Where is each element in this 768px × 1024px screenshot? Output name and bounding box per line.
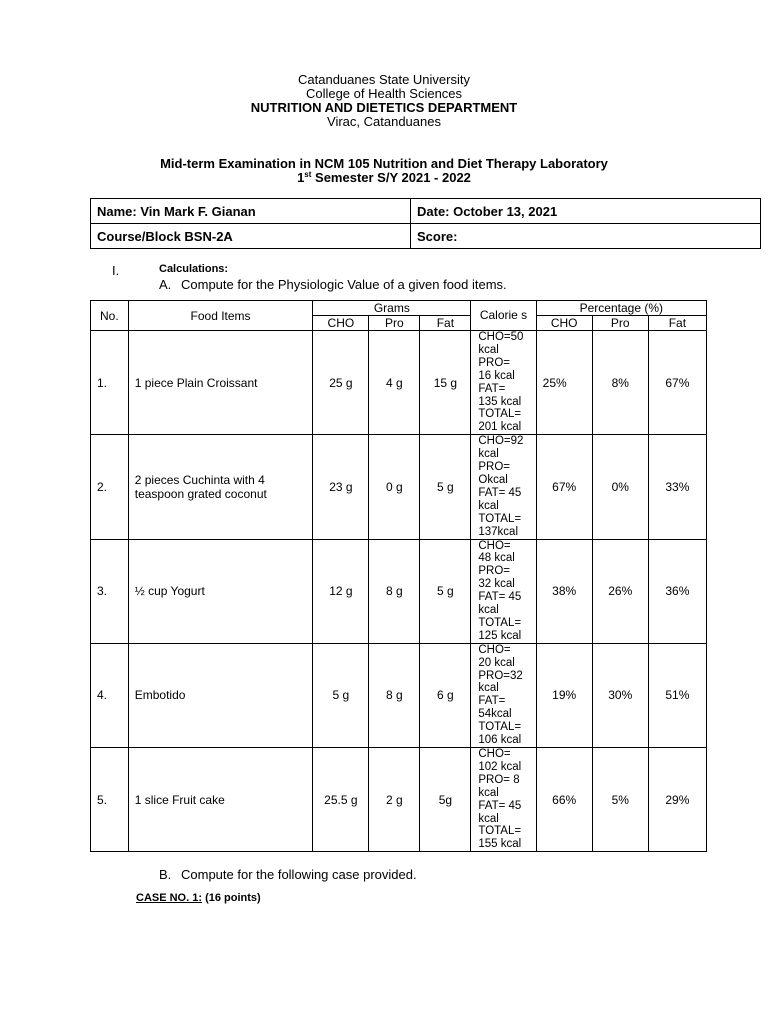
calories-line: 155 kcal bbox=[478, 838, 522, 851]
grams-cho: 12 g bbox=[313, 539, 369, 643]
pct-cho: 19% bbox=[536, 643, 592, 747]
header-grams-cho: CHO bbox=[313, 316, 369, 331]
grams-cho: 25 g bbox=[313, 331, 369, 435]
header-no: No. bbox=[91, 301, 129, 331]
calories-line: 54kcal bbox=[478, 708, 512, 721]
calories-line: TOTAL= bbox=[478, 721, 522, 734]
calories-line: TOTAL= bbox=[478, 616, 522, 629]
calories-line: 102 kcal bbox=[478, 760, 522, 773]
calories-line: 20 kcal bbox=[478, 656, 515, 669]
calories-line: 201 kcal bbox=[478, 421, 522, 434]
pct-cho: 66% bbox=[536, 748, 592, 852]
calories-line: kcal bbox=[478, 812, 499, 825]
student-name: Name: Vin Mark F. Gianan bbox=[91, 199, 411, 224]
calories-line: kcal bbox=[478, 343, 499, 356]
exam-semester: 1st Semester S/Y 2021 - 2022 bbox=[297, 170, 471, 185]
calories-line: FAT= bbox=[478, 382, 506, 395]
exam-date: Date: October 13, 2021 bbox=[411, 199, 761, 224]
row-number: 4. bbox=[91, 643, 129, 747]
pct-fat: 67% bbox=[648, 331, 706, 435]
table-row bbox=[91, 643, 707, 747]
calories-line: kcal bbox=[478, 786, 499, 799]
header-pct-fat: Fat bbox=[648, 316, 706, 331]
pct-pro: 26% bbox=[592, 539, 648, 643]
section-a-text: Compute for the Physiologic Value of a given food items. bbox=[181, 277, 507, 292]
table-row bbox=[91, 435, 707, 539]
section-numeral: I. bbox=[112, 263, 120, 278]
course-block: Course/Block BSN-2A bbox=[91, 224, 411, 249]
grams-pro: 4 g bbox=[369, 331, 420, 435]
calories-line: PRO= bbox=[478, 461, 511, 474]
header-pct-pro: Pro bbox=[592, 316, 648, 331]
calories-line: 32 kcal bbox=[478, 578, 515, 591]
grams-cho: 23 g bbox=[313, 435, 369, 539]
calories-line: kcal bbox=[478, 499, 499, 512]
pct-pro: 8% bbox=[592, 331, 648, 435]
calories-line: PRO= bbox=[478, 356, 511, 369]
calories-line: 125 kcal bbox=[478, 629, 522, 642]
calories-line: 106 kcal bbox=[478, 734, 522, 747]
table-row bbox=[91, 748, 707, 852]
calories-cell bbox=[471, 331, 536, 435]
case-label: CASE NO. 1: bbox=[136, 892, 203, 904]
grams-fat: 5 g bbox=[420, 435, 471, 539]
department-name: NUTRITION AND DIETETICS DEPARTMENT bbox=[250, 100, 518, 115]
calories-cell bbox=[471, 539, 536, 643]
calories-line: CHO= bbox=[478, 539, 511, 552]
calories-line: CHO=50 bbox=[478, 331, 524, 343]
header-food-items: Food Items bbox=[128, 301, 313, 331]
calories-line: TOTAL= bbox=[478, 825, 522, 838]
food-item: ½ cup Yogurt bbox=[128, 539, 313, 643]
row-number: 5. bbox=[91, 748, 129, 852]
grams-pro: 8 g bbox=[369, 643, 420, 747]
calories-line: CHO= bbox=[478, 643, 511, 656]
physiologic-value-table bbox=[90, 300, 707, 852]
university-name: Catanduanes State University bbox=[298, 72, 470, 87]
calories-line: 135 kcal bbox=[478, 395, 522, 408]
calories-line: kcal bbox=[478, 448, 499, 461]
calories-line: 16 kcal bbox=[478, 369, 515, 382]
case-heading bbox=[136, 892, 261, 904]
calories-line: FAT= 45 bbox=[478, 799, 522, 812]
pct-fat: 29% bbox=[648, 748, 706, 852]
calories-line: 137kcal bbox=[478, 525, 519, 538]
row-number: 1. bbox=[91, 331, 129, 435]
calories-cell bbox=[471, 643, 536, 747]
calories-line: FAT= bbox=[478, 695, 506, 708]
food-item: 2 pieces Cuchinta with 4 teaspoon grated coconut bbox=[128, 435, 313, 539]
exam-title: Mid-term Examination in NCM 105 Nutrition and Diet Therapy Laboratory bbox=[160, 156, 608, 171]
section-b-letter: B. bbox=[159, 867, 172, 882]
table-row bbox=[91, 539, 707, 643]
header-calories: Calorie s bbox=[471, 301, 536, 331]
calories-line: PRO=32 bbox=[478, 669, 523, 682]
pct-cho: 67% bbox=[536, 435, 592, 539]
pct-fat: 51% bbox=[648, 643, 706, 747]
grams-fat: 5 g bbox=[420, 539, 471, 643]
grams-pro: 2 g bbox=[369, 748, 420, 852]
pct-pro: 0% bbox=[592, 435, 648, 539]
calories-line: FAT= 45 bbox=[478, 591, 522, 604]
grams-fat: 6 g bbox=[420, 643, 471, 747]
grams-pro: 0 g bbox=[369, 435, 420, 539]
grams-cho: 25.5 g bbox=[313, 748, 369, 852]
grams-fat: 15 g bbox=[420, 331, 471, 435]
food-item: 1 piece Plain Croissant bbox=[128, 331, 313, 435]
header-pct-cho: CHO bbox=[536, 316, 592, 331]
calories-line: TOTAL= bbox=[478, 408, 522, 421]
calories-line: TOTAL= bbox=[478, 512, 522, 525]
section-title: Calculations: bbox=[159, 263, 229, 275]
pct-pro: 30% bbox=[592, 643, 648, 747]
grams-fat: 5g bbox=[420, 748, 471, 852]
calories-line: kcal bbox=[478, 604, 499, 617]
calories-line: FAT= 45 bbox=[478, 486, 522, 499]
calories-line: 48 kcal bbox=[478, 552, 515, 565]
row-number: 2. bbox=[91, 435, 129, 539]
calories-line: PRO= bbox=[478, 565, 511, 578]
header-grams-fat: Fat bbox=[420, 316, 471, 331]
header-percentage: Percentage (%) bbox=[536, 301, 706, 316]
college-name: College of Health Sciences bbox=[305, 86, 463, 101]
case-points: (16 points) bbox=[202, 892, 261, 904]
food-item: Embotido bbox=[128, 643, 313, 747]
student-info-table bbox=[90, 198, 761, 249]
table-row bbox=[91, 331, 707, 435]
section-b-text: Compute for the following case provided. bbox=[181, 867, 417, 882]
calories-cell bbox=[471, 435, 536, 539]
calories-line: Okcal bbox=[478, 473, 508, 486]
food-item: 1 slice Fruit cake bbox=[128, 748, 313, 852]
calories-cell bbox=[471, 748, 536, 852]
pct-pro: 5% bbox=[592, 748, 648, 852]
pct-cho: 38% bbox=[536, 539, 592, 643]
grams-cho: 5 g bbox=[313, 643, 369, 747]
header-grams: Grams bbox=[313, 301, 471, 316]
calories-line: CHO= bbox=[478, 748, 511, 760]
header-grams-pro: Pro bbox=[369, 316, 420, 331]
calories-line: kcal bbox=[478, 682, 499, 695]
location: Virac, Catanduanes bbox=[327, 114, 441, 129]
pct-fat: 33% bbox=[648, 435, 706, 539]
score: Score: bbox=[411, 224, 761, 249]
grams-pro: 8 g bbox=[369, 539, 420, 643]
pct-cho: 25% bbox=[536, 331, 592, 435]
section-a-letter: A. bbox=[159, 277, 172, 292]
pct-fat: 36% bbox=[648, 539, 706, 643]
calories-line: PRO= 8 bbox=[478, 773, 520, 786]
row-number: 3. bbox=[91, 539, 129, 643]
calories-line: CHO=92 bbox=[478, 435, 524, 448]
